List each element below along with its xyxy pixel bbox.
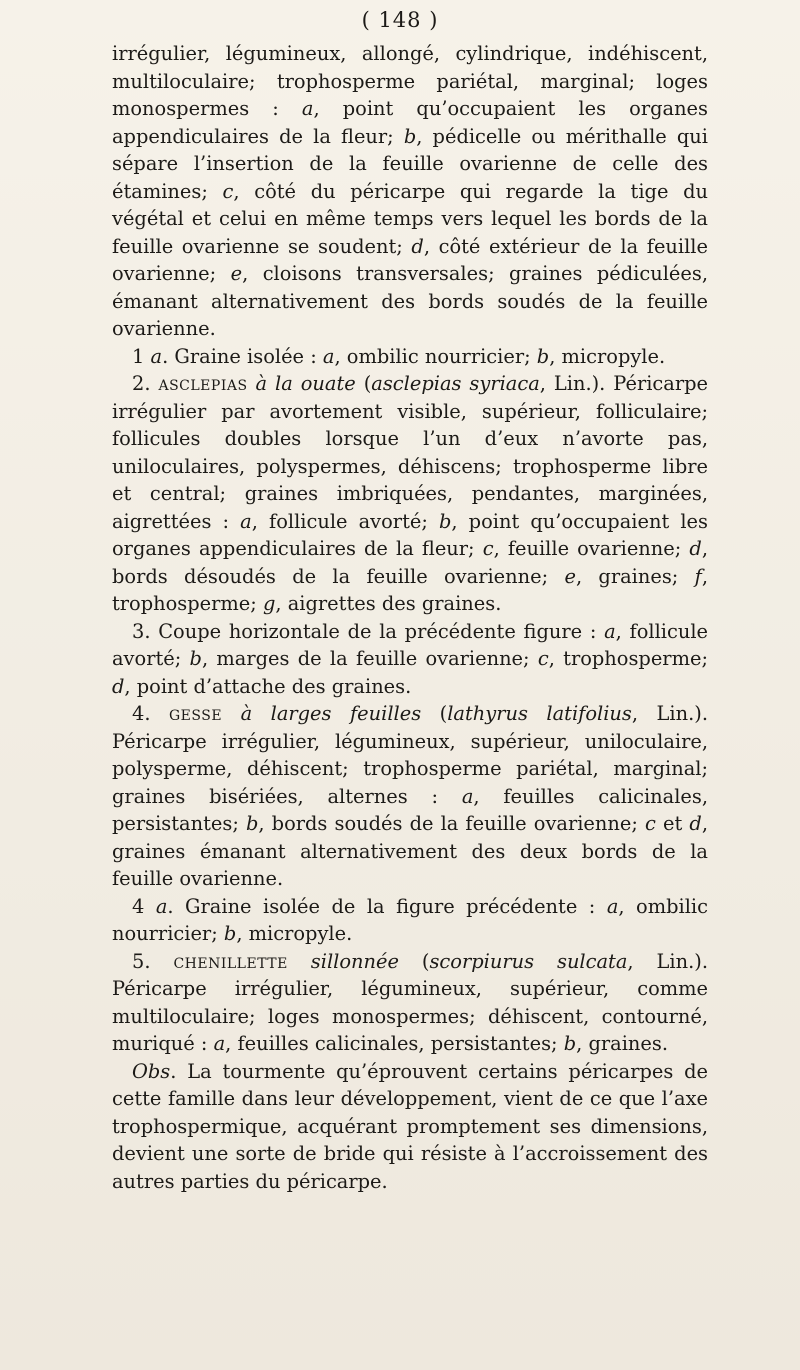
text-run: , côté extérieur de la feuille ovarienne;: [112, 234, 708, 285]
text-run: 3. Coupe horizontale de la précédente figure :: [132, 619, 605, 643]
italic-text-run: scorpiurus sulcata: [429, 949, 628, 973]
text-run: , côté du péricarpe qui regarde la tige du végétal et celui en même temps vers lequel les bords de la feuille ovarienne se soudent;: [112, 179, 708, 258]
small-caps-text-run: chenillette: [173, 949, 288, 973]
italic-text-run: asclepias syriaca: [371, 372, 540, 395]
italic-text-run: a: [150, 344, 163, 368]
italic-text-run: b: [563, 1032, 577, 1055]
italic-text-run: b: [403, 124, 417, 148]
paragraph-continuation: [112, 40, 708, 343]
italic-text-run: a: [213, 1032, 226, 1055]
paragraph-observation: [112, 1058, 708, 1196]
paragraph-figure-4: [112, 700, 708, 893]
text-run: . Graine isolée de la figure précédente :: [167, 894, 607, 918]
italic-text-run: c: [537, 647, 549, 670]
text-run: et: [655, 812, 690, 835]
italic-text-run: d: [411, 234, 424, 258]
italic-text-run: b: [223, 922, 237, 945]
italic-text-run: d: [112, 674, 125, 698]
italic-text-run: a: [240, 509, 252, 533]
italic-text-run: à la ouate: [255, 372, 356, 395]
text-run: 2.: [132, 372, 159, 395]
text-run: , point d’attache des graines.: [124, 674, 412, 698]
text-run: 4.: [132, 702, 169, 725]
page-body-text: [112, 40, 708, 1195]
paragraph-figure-1a: [112, 343, 708, 371]
text-run: , bords désoudés de la feuille ovarienne;: [112, 537, 708, 588]
italic-text-run: à larges feuilles: [240, 702, 422, 725]
italic-text-run: b: [189, 647, 202, 670]
text-run: , trophosperme;: [112, 564, 708, 615]
text-run: , cloisons transversales; graines pédiculées, émanant alternativement des bords soudés de la feuille ovarienne.: [112, 262, 708, 340]
text-run: , pédicelle ou mérithalle qui sépare l’insertion de la feuille ovarienne de celle des étamines;: [112, 124, 708, 203]
text-run: , aigrettes des graines.: [275, 592, 502, 615]
italic-text-run: d: [689, 537, 702, 560]
text-run: , feuille ovarienne;: [493, 537, 690, 560]
text-run: irrégulier, légumineux, allongé, cylindrique, indéhiscent, multiloculaire; trophosperme pariétal, marginal; loges monospermes :: [112, 42, 708, 120]
text-run: , ombilic nourricier;: [334, 344, 537, 368]
text-run: , Lin.). Péricarpe irrégulier par avortement visible, supérieur, folliculaire; follicules doubles lorsque l’un d’eux n’avorte pas, uniloculaires, polyspermes, déhiscens; trophosperme libre et central; graines imbriquées, pendantes, marginées, aigrettées :: [112, 372, 708, 533]
paragraph-figure-4a: [112, 893, 708, 948]
text-run: 4: [132, 894, 156, 918]
italic-text-run: a: [322, 344, 335, 368]
page-number: ( 148 ): [361, 8, 439, 32]
text-run: (: [398, 949, 430, 973]
text-run: , bords soudés de la feuille ovarienne;: [258, 812, 646, 835]
text-run: , marges de la feuille ovarienne;: [201, 647, 538, 670]
text-run: , trophosperme;: [548, 647, 708, 670]
text-run: , Lin.). Péricarpe irrégulier, légumineux, supérieur, uniloculaire, polysperme, déhiscent; trophosperme pariétal, marginal; graines bisériées, alternes :: [112, 702, 708, 808]
paragraph-figure-2: [112, 370, 708, 618]
text-run: , point qu’occupaient les organes appendiculaires de la fleur;: [112, 509, 708, 560]
italic-text-run: a: [604, 619, 616, 643]
text-run: , point qu’occupaient les organes appendiculaires de la fleur;: [112, 97, 708, 148]
italic-text-run: f: [694, 564, 702, 588]
text-run: , follicule avorté;: [112, 619, 709, 670]
text-run: [248, 372, 256, 395]
text-run: (: [421, 702, 448, 725]
text-run: (: [355, 372, 372, 395]
italic-text-run: a: [461, 784, 474, 808]
text-run: , micropyle.: [236, 922, 353, 945]
text-run: , Lin.). Péricarpe irrégulier, légumineux, supérieur, comme multiloculaire; loges monospermes; déhiscent, contourné, muriqué :: [112, 949, 708, 1055]
italic-text-run: c: [645, 812, 656, 835]
italic-text-run: d: [689, 812, 702, 835]
text-run: , feuilles calicinales, persistantes;: [225, 1032, 564, 1055]
text-run: 5.: [132, 949, 174, 973]
text-run: , graines;: [575, 564, 695, 588]
text-run: , feuilles calicinales, persistantes;: [112, 784, 708, 835]
italic-text-run: Obs: [132, 1059, 171, 1083]
small-caps-text-run: asclepias: [158, 372, 248, 395]
text-run: , follicule avorté;: [251, 509, 439, 533]
small-caps-text-run: gesse: [169, 702, 223, 725]
italic-text-run: g: [262, 592, 276, 615]
text-run: [288, 950, 311, 973]
text-run: [222, 702, 241, 725]
italic-text-run: b: [438, 509, 452, 533]
italic-text-run: e: [230, 262, 243, 285]
text-run: , graines.: [576, 1032, 669, 1055]
text-run: , ombilic nourricier;: [112, 894, 708, 945]
italic-text-run: sillonnée: [310, 949, 399, 973]
text-run: 1: [132, 344, 151, 368]
paragraph-figure-5: [112, 948, 708, 1058]
text-run: , micropyle.: [549, 344, 666, 368]
italic-text-run: b: [536, 344, 550, 368]
text-run: . Graine isolée :: [162, 344, 323, 368]
text-run: , graines émanant alternativement des deux bords de la feuille ovarienne.: [112, 812, 708, 890]
italic-text-run: lathyrus latifolius: [447, 702, 632, 725]
italic-text-run: c: [222, 179, 234, 203]
italic-text-run: e: [564, 564, 576, 588]
paragraph-figure-3: [112, 618, 708, 701]
text-run: . La tourmente qu’éprouvent certains péricarpes de cette famille dans leur développement, vient de ce que l’axe trophospermique, acquérant promptement ses dimensions, devient une sorte de bride qui résiste à l’accroissement des autres parties du péricarpe.: [112, 1059, 708, 1193]
italic-text-run: a: [301, 97, 314, 120]
italic-text-run: a: [606, 894, 619, 918]
italic-text-run: c: [482, 537, 494, 560]
italic-text-run: b: [245, 812, 259, 835]
italic-text-run: a: [155, 894, 168, 918]
